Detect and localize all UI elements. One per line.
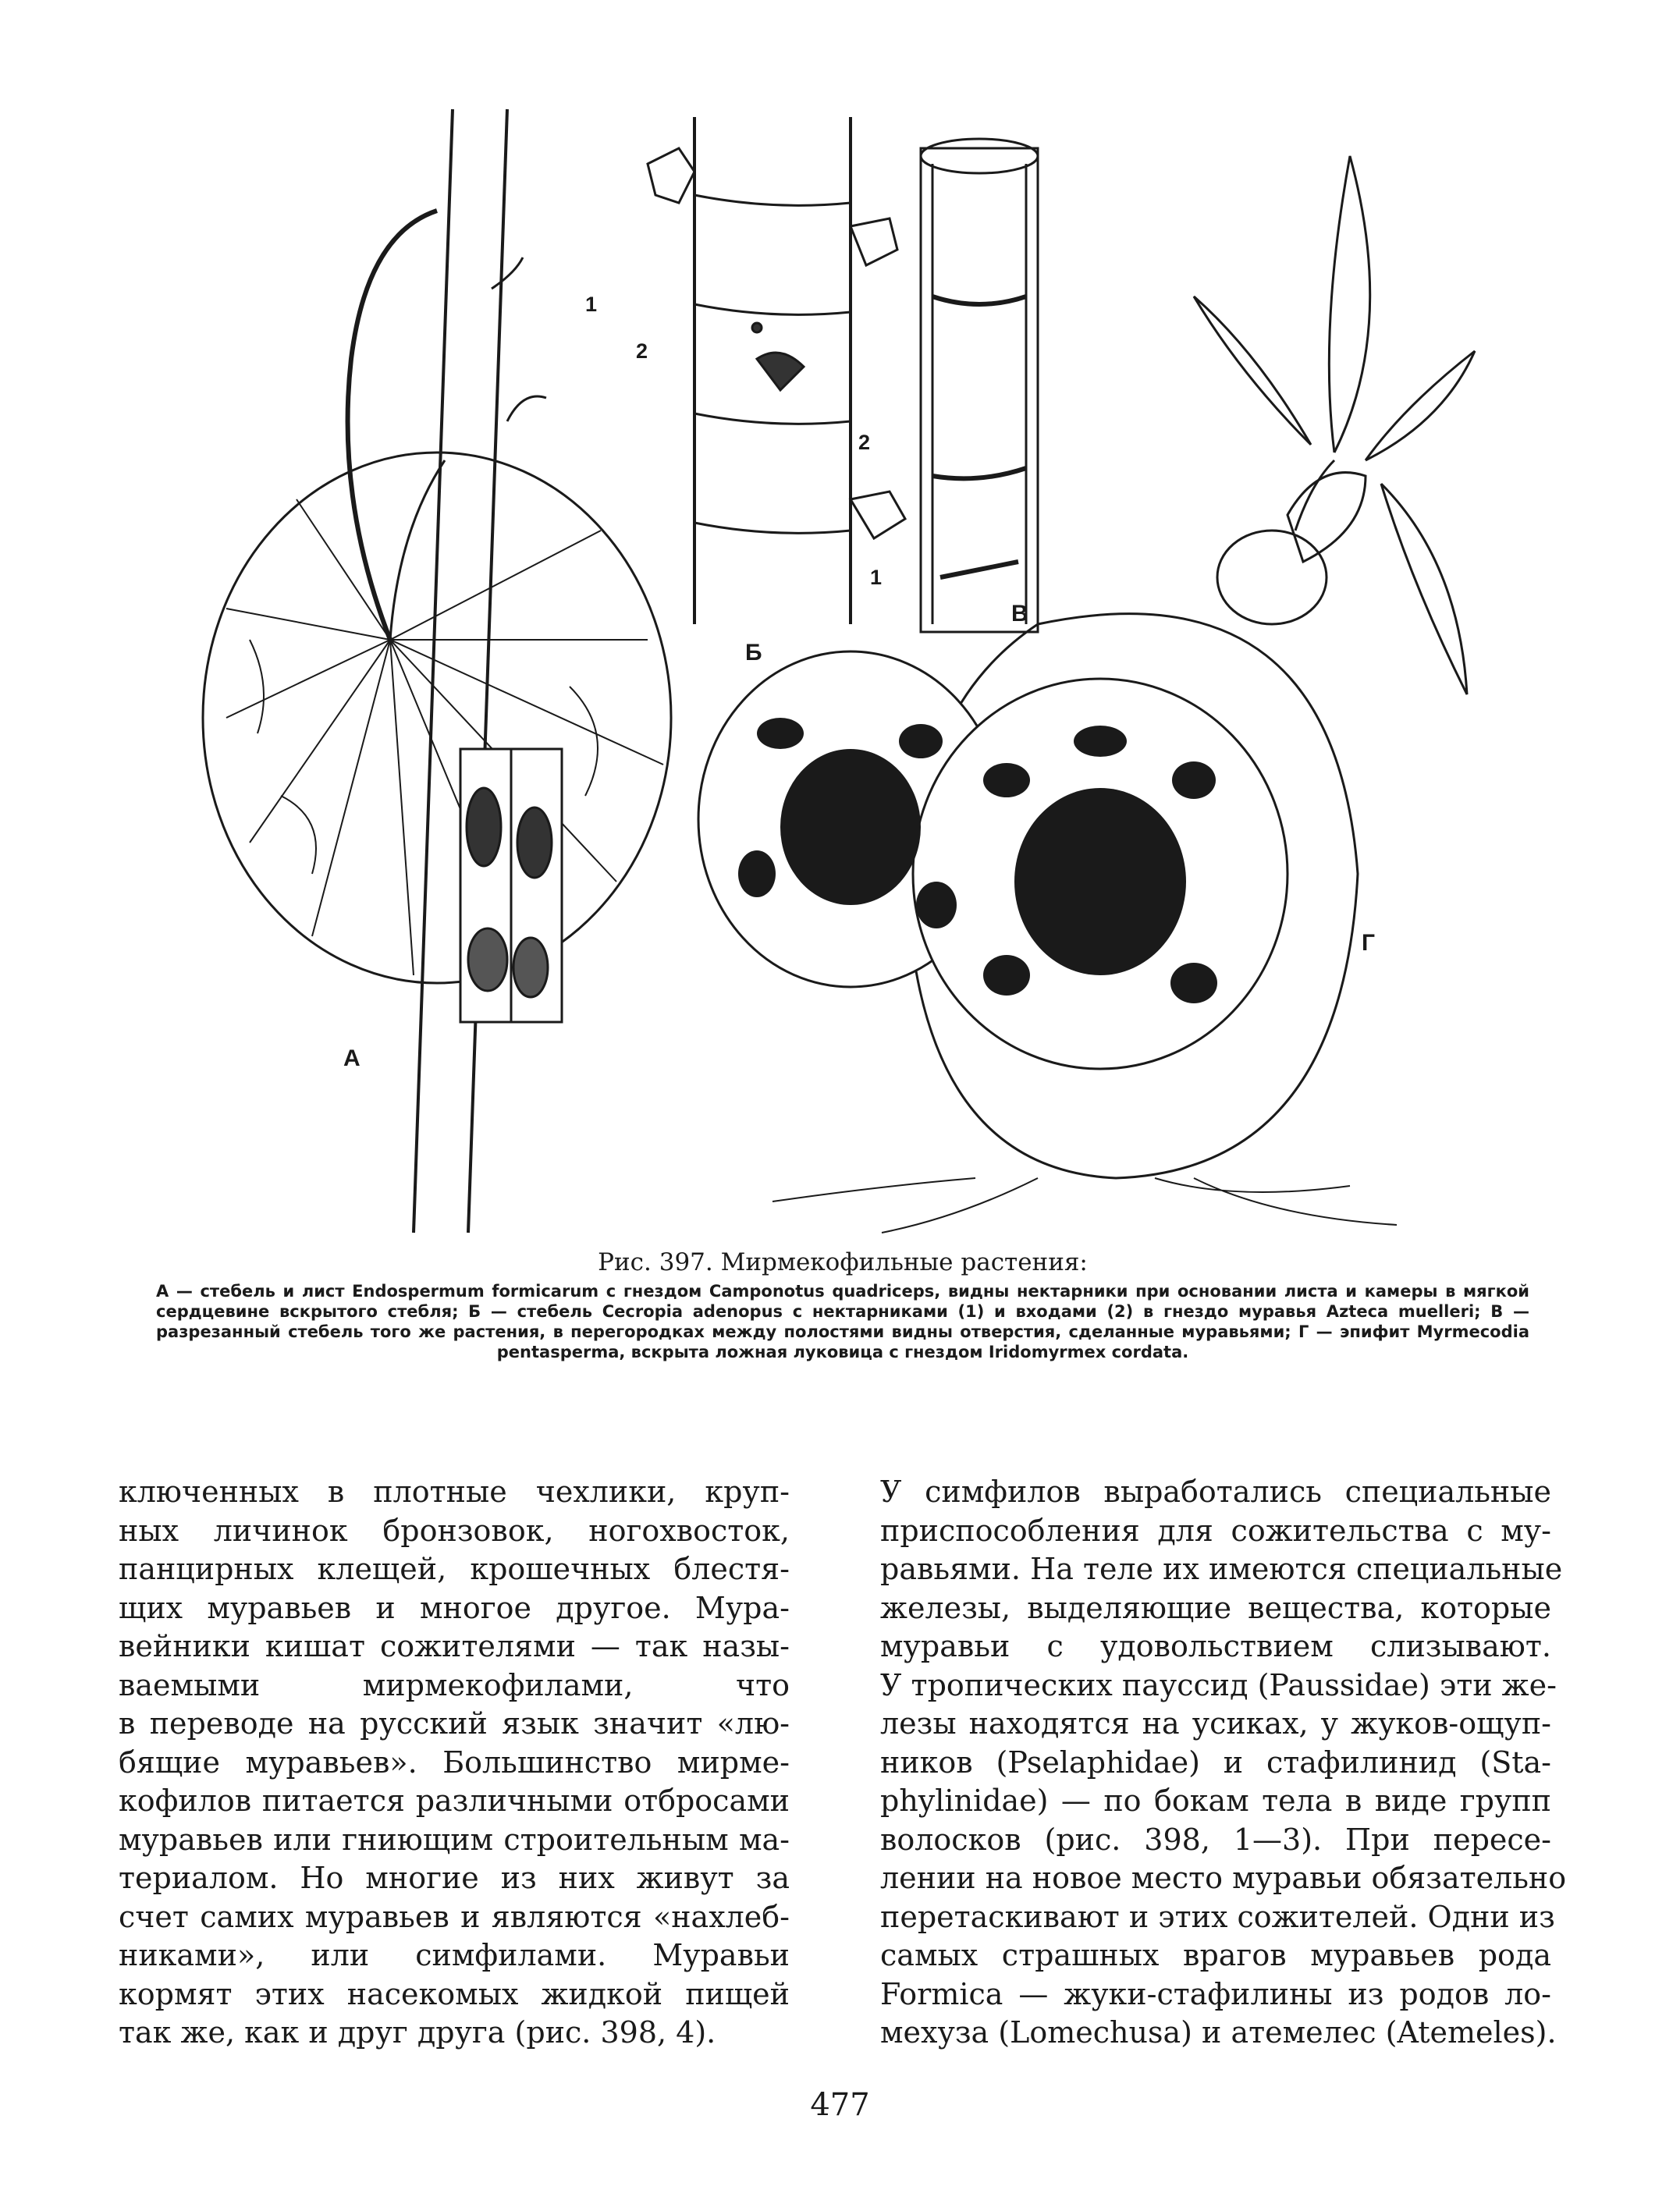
text-line: равьями. На теле их имеются специальные [880, 1552, 1563, 1586]
text-line: никами», или симфилами. Муравьи [119, 1938, 790, 1972]
stem-a-drawing [414, 109, 562, 1233]
figure-397 [179, 94, 1506, 1241]
label-a: А [343, 1045, 361, 1071]
stem-b-drawing [648, 117, 905, 624]
text-line: панцирных клещей, крошечных блестя- [119, 1552, 790, 1586]
text-line: лении на новое место муравьи обязательно [880, 1861, 1567, 1895]
text-line: приспособления для сожительства с му- [880, 1513, 1551, 1548]
figure-illustration [179, 94, 1506, 1241]
figure-caption [156, 1248, 1529, 1362]
text-line: кормят этих насекомых жидкой пищей [119, 1976, 790, 2011]
text-line: Formica — жуки-стафилины из родов ло- [880, 1976, 1551, 2011]
text-line: волосков (рис. 398, 1—3). При пересе- [880, 1822, 1551, 1857]
text-line: мехуза (Lomechusa) и атемелес (Atemeles). [880, 2015, 1557, 2050]
text-line: ваемыми мирмекофилами, что [119, 1667, 790, 1702]
callout-2-top: 2 [636, 339, 648, 363]
callout-1-bottom: 1 [870, 566, 883, 589]
text-line: бящие муравьев». Большинство мирме- [119, 1745, 790, 1780]
page-number: 477 [810, 2087, 870, 2123]
text-line: щих муравьев и многое другое. Мура- [119, 1590, 790, 1625]
text-line: phylinidae) — по бокам тела в виде групп [880, 1784, 1551, 1818]
text-line: ключенных в плотные чехлики, круп- [119, 1475, 790, 1509]
text-line: муравьи с удовольствием слизывают. [880, 1629, 1551, 1663]
label-b: Б [745, 640, 762, 666]
text-line: в переводе на русский язык значит «лю- [119, 1706, 790, 1741]
text-line: У симфилов выработались специальные [880, 1475, 1551, 1509]
text-line: ных личинок бронзовок, ногохвосток, [119, 1513, 790, 1548]
text-line: лезы находятся на усиках, у жуков-ощуп- [880, 1706, 1551, 1741]
text-line: железы, выделяющие вещества, которые [880, 1590, 1551, 1625]
callout-1-top: 1 [585, 293, 598, 316]
text-line: кофилов питается различными отбросами [119, 1784, 790, 1818]
callout-2-mid: 2 [858, 431, 871, 454]
text-column-left [119, 1473, 790, 2053]
text-line: счет самих муравьев и являются «нахлеб- [119, 1899, 790, 1934]
text-line: вейники кишат сожителями — так назы- [119, 1629, 790, 1663]
text-line: У тропических паусcид (Paussidae) эти же- [880, 1667, 1557, 1702]
label-v: В [1011, 601, 1028, 626]
text-line: ников (Pselaphidae) и стафилинид (Sta- [880, 1745, 1551, 1780]
caption-title: Рис. 397. Мирмекофильные растения: [598, 1248, 1088, 1276]
text-line: териалом. Но многие из них живут за [119, 1861, 790, 1895]
stem-v-drawing [921, 139, 1038, 632]
text-line: перетаскивают и этих сожителей. Одни из [880, 1899, 1555, 1934]
caption-text: А — стебель и лист Endospermum formicarum с гнездом Camponotus quadriceps, видны нектарники при основании листа и камеры в мягкой сердцевине вскрытого стебля; Б — стебель Cecropia adenopus с нектарниками (1) и входами (2) в гнездо муравья Azteca muelleri; В — разрезанный стебель того же растения, в перегородках между полостями видны отверстия, сделанные муравьями; Г — эпифит Myrmecodia pentasperma, вскрыта ложная луковица с гнездом Iridomyrmex cordata. [156, 1282, 1529, 1361]
text-line: самых страшных врагов муравьев рода [880, 1938, 1551, 1972]
text-line: муравьев или гниющим строительным ма- [119, 1822, 790, 1857]
label-g: Г [1362, 930, 1376, 956]
text-line: так же, как и друг друга (рис. 398, 4). [119, 2015, 716, 2050]
plant-g-drawing [698, 156, 1475, 1233]
text-column-right [880, 1473, 1567, 2053]
